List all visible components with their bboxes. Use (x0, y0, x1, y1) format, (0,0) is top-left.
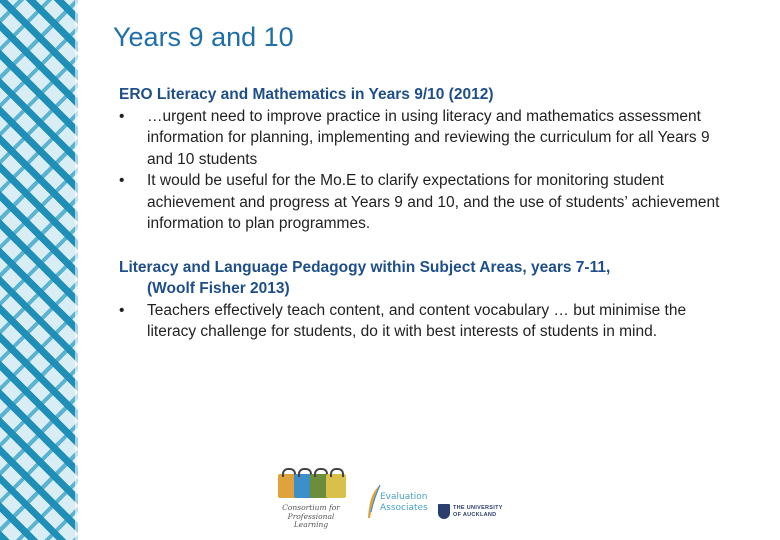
crest-icon (438, 504, 450, 519)
section-heading-line2: (Woolf Fisher 2013) (147, 280, 290, 297)
university-of-auckland-logo (438, 504, 518, 524)
bullet-list-woolf-fisher (119, 300, 729, 343)
bullet-list-ero (119, 106, 729, 235)
bullet-icon: • (119, 301, 125, 319)
section-heading-line1: Literacy and Language Pedagogy within Subject Areas, years 7-11, (119, 258, 611, 276)
footer-logos (270, 462, 520, 540)
consortium-logo-text: Consortium for Professional Learning (282, 503, 340, 529)
bullet-text: …urgent need to improve practice in using literacy and mathematics assessment information for planning, implementing and reviewing the curriculum for all Years 9 and 10 students (147, 107, 710, 168)
bullet-icon: • (119, 107, 125, 125)
uoa-text (453, 505, 503, 519)
list-item (119, 106, 729, 171)
bullet-text: Teachers effectively teach content, and content vocabulary … but minimise the literacy challenge for students, do it with best interests of students in mind. (147, 301, 687, 340)
evaluation-associates-text (380, 492, 428, 514)
consortium-logo (270, 462, 350, 540)
decorative-stripe-band (0, 0, 78, 540)
slide-content (119, 84, 729, 343)
section-heading-ero: ERO Literacy and Mathematics in Years 9/10 (2012) (119, 86, 494, 103)
ea-line2: Associates (380, 503, 428, 513)
uoa-line1: THE UNIVERSITY (453, 505, 503, 511)
slide-title: Years 9 and 10 (113, 22, 294, 52)
uoa-line2: OF AUCKLAND (453, 512, 497, 518)
ea-line1: Evaluation (380, 492, 428, 502)
bag-icon (326, 474, 346, 498)
bullet-text: It would be useful for the Mo.E to clarify expectations for monitoring student achievement and progress at Years 9 and 10, and the use of students’ achievement information to plan programmes. (147, 172, 720, 232)
list-item (119, 170, 729, 235)
bullet-icon: • (119, 172, 125, 189)
list-item (119, 300, 729, 343)
section-heading-woolf-fisher (119, 257, 729, 300)
evaluation-associates-logo (366, 482, 436, 526)
